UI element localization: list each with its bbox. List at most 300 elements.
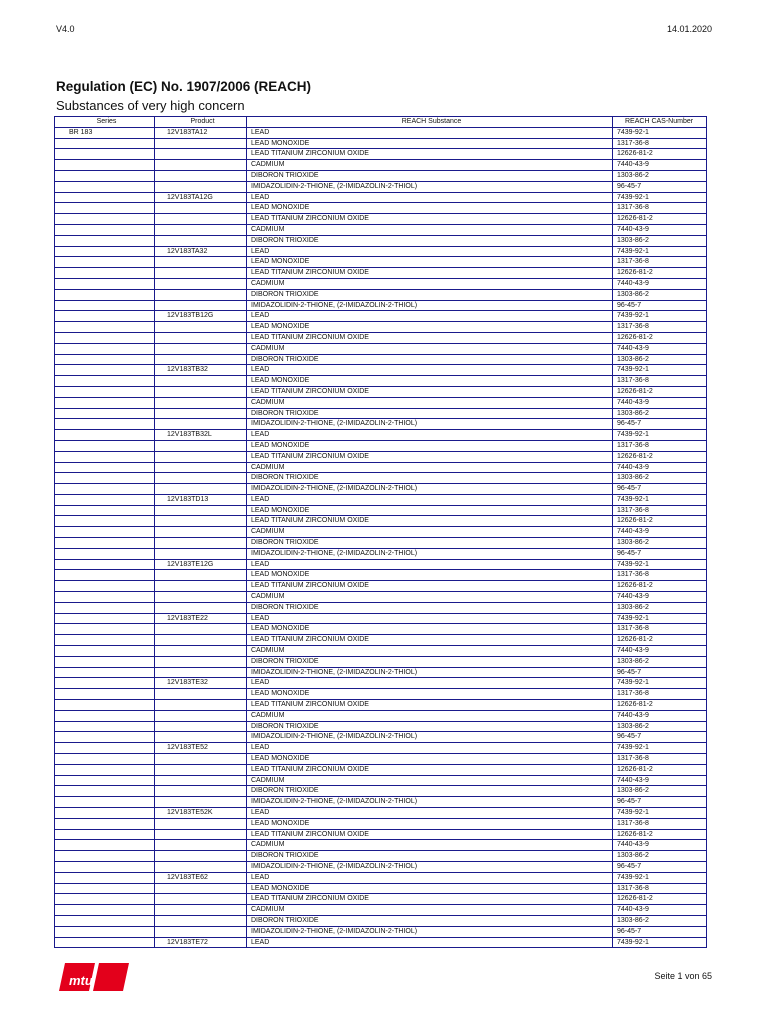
cell-cas-number: 7439-92-1 (613, 192, 707, 203)
cell-substance: LEAD TITANIUM ZIRCONIUM OXIDE (247, 451, 613, 462)
cell-cas-number: 7440-43-9 (613, 462, 707, 473)
cell-cas-number: 7440-43-9 (613, 343, 707, 354)
cell-series (55, 300, 155, 311)
cell-series (55, 365, 155, 376)
cell-series (55, 861, 155, 872)
cell-series (55, 419, 155, 430)
cell-substance: LEAD (247, 559, 613, 570)
cell-substance: CADMIUM (247, 840, 613, 851)
cell-substance: DIBORON TRIOXIDE (247, 170, 613, 181)
column-header-cas-number: REACH CAS-Number (613, 117, 707, 128)
cell-product (155, 343, 247, 354)
cell-series (55, 278, 155, 289)
cell-cas-number: 1303-86-2 (613, 289, 707, 300)
cell-substance: LEAD (247, 743, 613, 754)
cell-series (55, 721, 155, 732)
cell-product (155, 386, 247, 397)
table-row (55, 484, 707, 495)
cell-substance: LEAD TITANIUM ZIRCONIUM OXIDE (247, 149, 613, 160)
page-subtitle: Substances of very high concern (56, 98, 245, 113)
cell-cas-number: 7440-43-9 (613, 527, 707, 538)
cell-series (55, 710, 155, 721)
cell-cas-number: 1303-86-2 (613, 721, 707, 732)
cell-product (155, 419, 247, 430)
cell-series (55, 905, 155, 916)
cell-cas-number: 1317-36-8 (613, 257, 707, 268)
table-row (55, 376, 707, 387)
cell-cas-number: 1317-36-8 (613, 570, 707, 581)
table-row (55, 505, 707, 516)
table-row (55, 861, 707, 872)
cell-product (155, 397, 247, 408)
cell-substance: LEAD MONOXIDE (247, 570, 613, 581)
cell-substance: LEAD MONOXIDE (247, 138, 613, 149)
table-body (55, 127, 707, 948)
cell-cas-number: 12626-81-2 (613, 700, 707, 711)
cell-product (155, 527, 247, 538)
cell-product: 12V183TE52 (155, 743, 247, 754)
cell-series (55, 224, 155, 235)
cell-substance: LEAD MONOXIDE (247, 322, 613, 333)
cell-product (155, 278, 247, 289)
cell-substance: CADMIUM (247, 592, 613, 603)
cell-substance: LEAD TITANIUM ZIRCONIUM OXIDE (247, 764, 613, 775)
cell-substance: IMIDAZOLIDIN-2-THIONE, (2-IMIDAZOLIN-2-THIOL) (247, 548, 613, 559)
table-row (55, 851, 707, 862)
cell-substance: DIBORON TRIOXIDE (247, 786, 613, 797)
cell-product: 12V183TE12G (155, 559, 247, 570)
table-row (55, 246, 707, 257)
cell-product (155, 462, 247, 473)
cell-cas-number: 7439-92-1 (613, 494, 707, 505)
table-row (55, 160, 707, 171)
cell-series (55, 430, 155, 441)
cell-series (55, 332, 155, 343)
cell-product (155, 667, 247, 678)
cell-cas-number: 96-45-7 (613, 667, 707, 678)
cell-substance: IMIDAZOLIDIN-2-THIONE, (2-IMIDAZOLIN-2-THIOL) (247, 181, 613, 192)
cell-cas-number: 96-45-7 (613, 926, 707, 937)
page-number: Seite 1 von 65 (654, 971, 712, 981)
table-row (55, 462, 707, 473)
table-row (55, 451, 707, 462)
cell-cas-number: 7439-92-1 (613, 743, 707, 754)
cell-product (155, 160, 247, 171)
table-row (55, 937, 707, 948)
table-row (55, 386, 707, 397)
cell-substance: LEAD (247, 808, 613, 819)
cell-product (155, 289, 247, 300)
cell-series (55, 613, 155, 624)
cell-cas-number: 1303-86-2 (613, 538, 707, 549)
table-row (55, 602, 707, 613)
table-row (55, 818, 707, 829)
cell-substance: LEAD TITANIUM ZIRCONIUM OXIDE (247, 214, 613, 225)
cell-cas-number: 12626-81-2 (613, 635, 707, 646)
cell-product (155, 440, 247, 451)
cell-product (155, 257, 247, 268)
cell-substance: LEAD TITANIUM ZIRCONIUM OXIDE (247, 386, 613, 397)
cell-cas-number: 7440-43-9 (613, 646, 707, 657)
cell-product: 12V183TD13 (155, 494, 247, 505)
table-row (55, 473, 707, 484)
cell-substance: DIBORON TRIOXIDE (247, 235, 613, 246)
table-row (55, 613, 707, 624)
cell-cas-number: 1303-86-2 (613, 786, 707, 797)
cell-cas-number: 7439-92-1 (613, 678, 707, 689)
cell-series (55, 170, 155, 181)
cell-substance: LEAD MONOXIDE (247, 624, 613, 635)
cell-cas-number: 7440-43-9 (613, 905, 707, 916)
cell-series (55, 138, 155, 149)
cell-product (155, 905, 247, 916)
cell-substance: LEAD MONOXIDE (247, 883, 613, 894)
cell-cas-number: 96-45-7 (613, 797, 707, 808)
table-row (55, 592, 707, 603)
cell-series (55, 559, 155, 570)
cell-series (55, 570, 155, 581)
table-row (55, 797, 707, 808)
cell-substance: LEAD MONOXIDE (247, 754, 613, 765)
table-row (55, 732, 707, 743)
cell-substance: CADMIUM (247, 278, 613, 289)
cell-cas-number: 7440-43-9 (613, 397, 707, 408)
cell-substance: IMIDAZOLIDIN-2-THIONE, (2-IMIDAZOLIN-2-THIOL) (247, 861, 613, 872)
cell-series (55, 808, 155, 819)
cell-series (55, 505, 155, 516)
table-header-row (55, 117, 707, 128)
cell-substance: LEAD (247, 494, 613, 505)
cell-cas-number: 12626-81-2 (613, 214, 707, 225)
table-row (55, 192, 707, 203)
cell-product (155, 786, 247, 797)
cell-substance: CADMIUM (247, 343, 613, 354)
cell-cas-number: 96-45-7 (613, 732, 707, 743)
cell-series (55, 527, 155, 538)
cell-substance: CADMIUM (247, 462, 613, 473)
cell-series (55, 289, 155, 300)
cell-cas-number: 1303-86-2 (613, 170, 707, 181)
table-row (55, 257, 707, 268)
cell-product: 12V183TE22 (155, 613, 247, 624)
cell-cas-number: 1317-36-8 (613, 203, 707, 214)
cell-product (155, 894, 247, 905)
cell-cas-number: 7439-92-1 (613, 808, 707, 819)
table-row (55, 538, 707, 549)
cell-product (155, 581, 247, 592)
cell-cas-number: 12626-81-2 (613, 149, 707, 160)
logo-text: mtu (69, 973, 93, 988)
cell-substance: DIBORON TRIOXIDE (247, 289, 613, 300)
table-row (55, 743, 707, 754)
table-row (55, 710, 707, 721)
cell-product (155, 149, 247, 160)
table-row (55, 581, 707, 592)
table-row (55, 678, 707, 689)
table-row (55, 300, 707, 311)
table-row (55, 268, 707, 279)
cell-product (155, 300, 247, 311)
cell-product (155, 214, 247, 225)
cell-cas-number: 7439-92-1 (613, 246, 707, 257)
cell-series (55, 581, 155, 592)
cell-product (155, 570, 247, 581)
cell-product: 12V183TE72 (155, 937, 247, 948)
cell-product (155, 451, 247, 462)
cell-series (55, 451, 155, 462)
cell-substance: LEAD MONOXIDE (247, 376, 613, 387)
cell-series (55, 829, 155, 840)
document-version: V4.0 (56, 24, 75, 34)
cell-cas-number: 7439-92-1 (613, 937, 707, 948)
cell-substance: IMIDAZOLIDIN-2-THIONE, (2-IMIDAZOLIN-2-THIOL) (247, 300, 613, 311)
cell-series (55, 484, 155, 495)
table-row (55, 872, 707, 883)
table-row (55, 754, 707, 765)
cell-cas-number: 12626-81-2 (613, 386, 707, 397)
cell-product (155, 138, 247, 149)
table-row (55, 343, 707, 354)
table-row (55, 926, 707, 937)
cell-series (55, 192, 155, 203)
cell-series (55, 538, 155, 549)
cell-cas-number: 1303-86-2 (613, 602, 707, 613)
cell-cas-number: 96-45-7 (613, 484, 707, 495)
cell-series (55, 149, 155, 160)
table-row (55, 905, 707, 916)
cell-cas-number: 1303-86-2 (613, 915, 707, 926)
table-row (55, 840, 707, 851)
cell-cas-number: 7440-43-9 (613, 775, 707, 786)
cell-substance: DIBORON TRIOXIDE (247, 721, 613, 732)
cell-product (155, 754, 247, 765)
table-row (55, 224, 707, 235)
table-row (55, 440, 707, 451)
table-row (55, 786, 707, 797)
cell-series (55, 732, 155, 743)
cell-series (55, 592, 155, 603)
cell-substance: IMIDAZOLIDIN-2-THIONE, (2-IMIDAZOLIN-2-THIOL) (247, 732, 613, 743)
table-row (55, 311, 707, 322)
cell-series (55, 851, 155, 862)
cell-series (55, 462, 155, 473)
cell-product (155, 516, 247, 527)
cell-series (55, 797, 155, 808)
cell-cas-number: 1317-36-8 (613, 883, 707, 894)
table-row (55, 624, 707, 635)
cell-cas-number: 1317-36-8 (613, 624, 707, 635)
cell-cas-number: 7439-92-1 (613, 311, 707, 322)
table-row (55, 419, 707, 430)
cell-substance: DIBORON TRIOXIDE (247, 538, 613, 549)
table-row (55, 721, 707, 732)
cell-cas-number: 1303-86-2 (613, 473, 707, 484)
table-row (55, 808, 707, 819)
cell-substance: IMIDAZOLIDIN-2-THIONE, (2-IMIDAZOLIN-2-THIOL) (247, 926, 613, 937)
table-row (55, 289, 707, 300)
cell-cas-number: 1303-86-2 (613, 408, 707, 419)
cell-cas-number: 7439-92-1 (613, 613, 707, 624)
column-header-series: Series (55, 117, 155, 128)
table-row (55, 408, 707, 419)
cell-substance: DIBORON TRIOXIDE (247, 408, 613, 419)
cell-substance: LEAD TITANIUM ZIRCONIUM OXIDE (247, 700, 613, 711)
cell-substance: CADMIUM (247, 710, 613, 721)
table-row (55, 332, 707, 343)
table-row (55, 430, 707, 441)
cell-series (55, 203, 155, 214)
table-row (55, 829, 707, 840)
cell-cas-number: 1317-36-8 (613, 376, 707, 387)
table-row (55, 322, 707, 333)
cell-substance: LEAD TITANIUM ZIRCONIUM OXIDE (247, 635, 613, 646)
cell-cas-number: 1317-36-8 (613, 505, 707, 516)
cell-substance: LEAD TITANIUM ZIRCONIUM OXIDE (247, 894, 613, 905)
cell-series (55, 894, 155, 905)
cell-product (155, 268, 247, 279)
cell-series (55, 818, 155, 829)
cell-series: BR 183 (55, 127, 155, 138)
cell-substance: LEAD MONOXIDE (247, 818, 613, 829)
cell-series (55, 494, 155, 505)
table-row (55, 397, 707, 408)
cell-cas-number: 1303-86-2 (613, 851, 707, 862)
cell-series (55, 322, 155, 333)
cell-substance: LEAD MONOXIDE (247, 505, 613, 516)
cell-cas-number: 7440-43-9 (613, 592, 707, 603)
cell-substance: IMIDAZOLIDIN-2-THIONE, (2-IMIDAZOLIN-2-THIOL) (247, 797, 613, 808)
cell-substance: LEAD (247, 678, 613, 689)
cell-product: 12V183TA12 (155, 127, 247, 138)
cell-product (155, 883, 247, 894)
cell-cas-number: 7439-92-1 (613, 559, 707, 570)
cell-substance: LEAD MONOXIDE (247, 203, 613, 214)
cell-series (55, 214, 155, 225)
cell-series (55, 257, 155, 268)
cell-product (155, 710, 247, 721)
cell-cas-number: 1317-36-8 (613, 322, 707, 333)
cell-cas-number: 7440-43-9 (613, 224, 707, 235)
cell-cas-number: 12626-81-2 (613, 451, 707, 462)
cell-series (55, 872, 155, 883)
cell-series (55, 440, 155, 451)
cell-cas-number: 1303-86-2 (613, 235, 707, 246)
cell-product (155, 656, 247, 667)
cell-series (55, 181, 155, 192)
table-row (55, 127, 707, 138)
cell-series (55, 408, 155, 419)
cell-product (155, 700, 247, 711)
cell-series (55, 926, 155, 937)
cell-series (55, 397, 155, 408)
cell-product (155, 224, 247, 235)
cell-cas-number: 7439-92-1 (613, 872, 707, 883)
cell-substance: LEAD (247, 365, 613, 376)
table-row (55, 235, 707, 246)
cell-product (155, 689, 247, 700)
cell-product: 12V183TB32L (155, 430, 247, 441)
cell-product (155, 203, 247, 214)
cell-series (55, 646, 155, 657)
cell-product (155, 354, 247, 365)
column-header-product: Product (155, 117, 247, 128)
table-row (55, 559, 707, 570)
cell-series (55, 516, 155, 527)
cell-substance: DIBORON TRIOXIDE (247, 602, 613, 613)
cell-substance: LEAD (247, 127, 613, 138)
cell-product (155, 840, 247, 851)
cell-product (155, 818, 247, 829)
cell-cas-number: 96-45-7 (613, 181, 707, 192)
cell-substance: LEAD TITANIUM ZIRCONIUM OXIDE (247, 268, 613, 279)
cell-product (155, 829, 247, 840)
cell-substance: CADMIUM (247, 224, 613, 235)
table-row (55, 646, 707, 657)
column-header-substance: REACH Substance (247, 117, 613, 128)
cell-product: 12V183TB32 (155, 365, 247, 376)
cell-cas-number: 7440-43-9 (613, 160, 707, 171)
table-row (55, 915, 707, 926)
cell-cas-number: 1317-36-8 (613, 754, 707, 765)
cell-product: 12V183TB12G (155, 311, 247, 322)
cell-cas-number: 96-45-7 (613, 861, 707, 872)
cell-cas-number: 1303-86-2 (613, 354, 707, 365)
cell-series (55, 689, 155, 700)
cell-series (55, 386, 155, 397)
table-row (55, 689, 707, 700)
table-row (55, 138, 707, 149)
cell-substance: LEAD (247, 937, 613, 948)
cell-substance: IMIDAZOLIDIN-2-THIONE, (2-IMIDAZOLIN-2-THIOL) (247, 667, 613, 678)
cell-substance: LEAD MONOXIDE (247, 440, 613, 451)
cell-cas-number: 12626-81-2 (613, 829, 707, 840)
cell-substance: DIBORON TRIOXIDE (247, 354, 613, 365)
cell-cas-number: 7439-92-1 (613, 365, 707, 376)
table-row (55, 494, 707, 505)
cell-product (155, 408, 247, 419)
cell-substance: LEAD (247, 311, 613, 322)
cell-substance: LEAD MONOXIDE (247, 257, 613, 268)
cell-product (155, 592, 247, 603)
cell-substance: LEAD MONOXIDE (247, 689, 613, 700)
cell-series (55, 667, 155, 678)
cell-substance: LEAD (247, 246, 613, 257)
cell-cas-number: 1317-36-8 (613, 138, 707, 149)
table-row (55, 656, 707, 667)
table-row (55, 170, 707, 181)
cell-product (155, 646, 247, 657)
cell-product (155, 322, 247, 333)
cell-product (155, 484, 247, 495)
cell-cas-number: 12626-81-2 (613, 894, 707, 905)
cell-series (55, 548, 155, 559)
cell-series (55, 268, 155, 279)
cell-substance: LEAD TITANIUM ZIRCONIUM OXIDE (247, 829, 613, 840)
table-row (55, 883, 707, 894)
cell-cas-number: 96-45-7 (613, 300, 707, 311)
table-row (55, 365, 707, 376)
cell-series (55, 754, 155, 765)
cell-substance: LEAD TITANIUM ZIRCONIUM OXIDE (247, 516, 613, 527)
cell-series (55, 883, 155, 894)
cell-substance: LEAD TITANIUM ZIRCONIUM OXIDE (247, 581, 613, 592)
document-date: 14.01.2020 (666, 24, 712, 34)
cell-series (55, 160, 155, 171)
cell-cas-number: 12626-81-2 (613, 764, 707, 775)
table-row (55, 149, 707, 160)
cell-cas-number: 12626-81-2 (613, 581, 707, 592)
cell-substance: CADMIUM (247, 160, 613, 171)
